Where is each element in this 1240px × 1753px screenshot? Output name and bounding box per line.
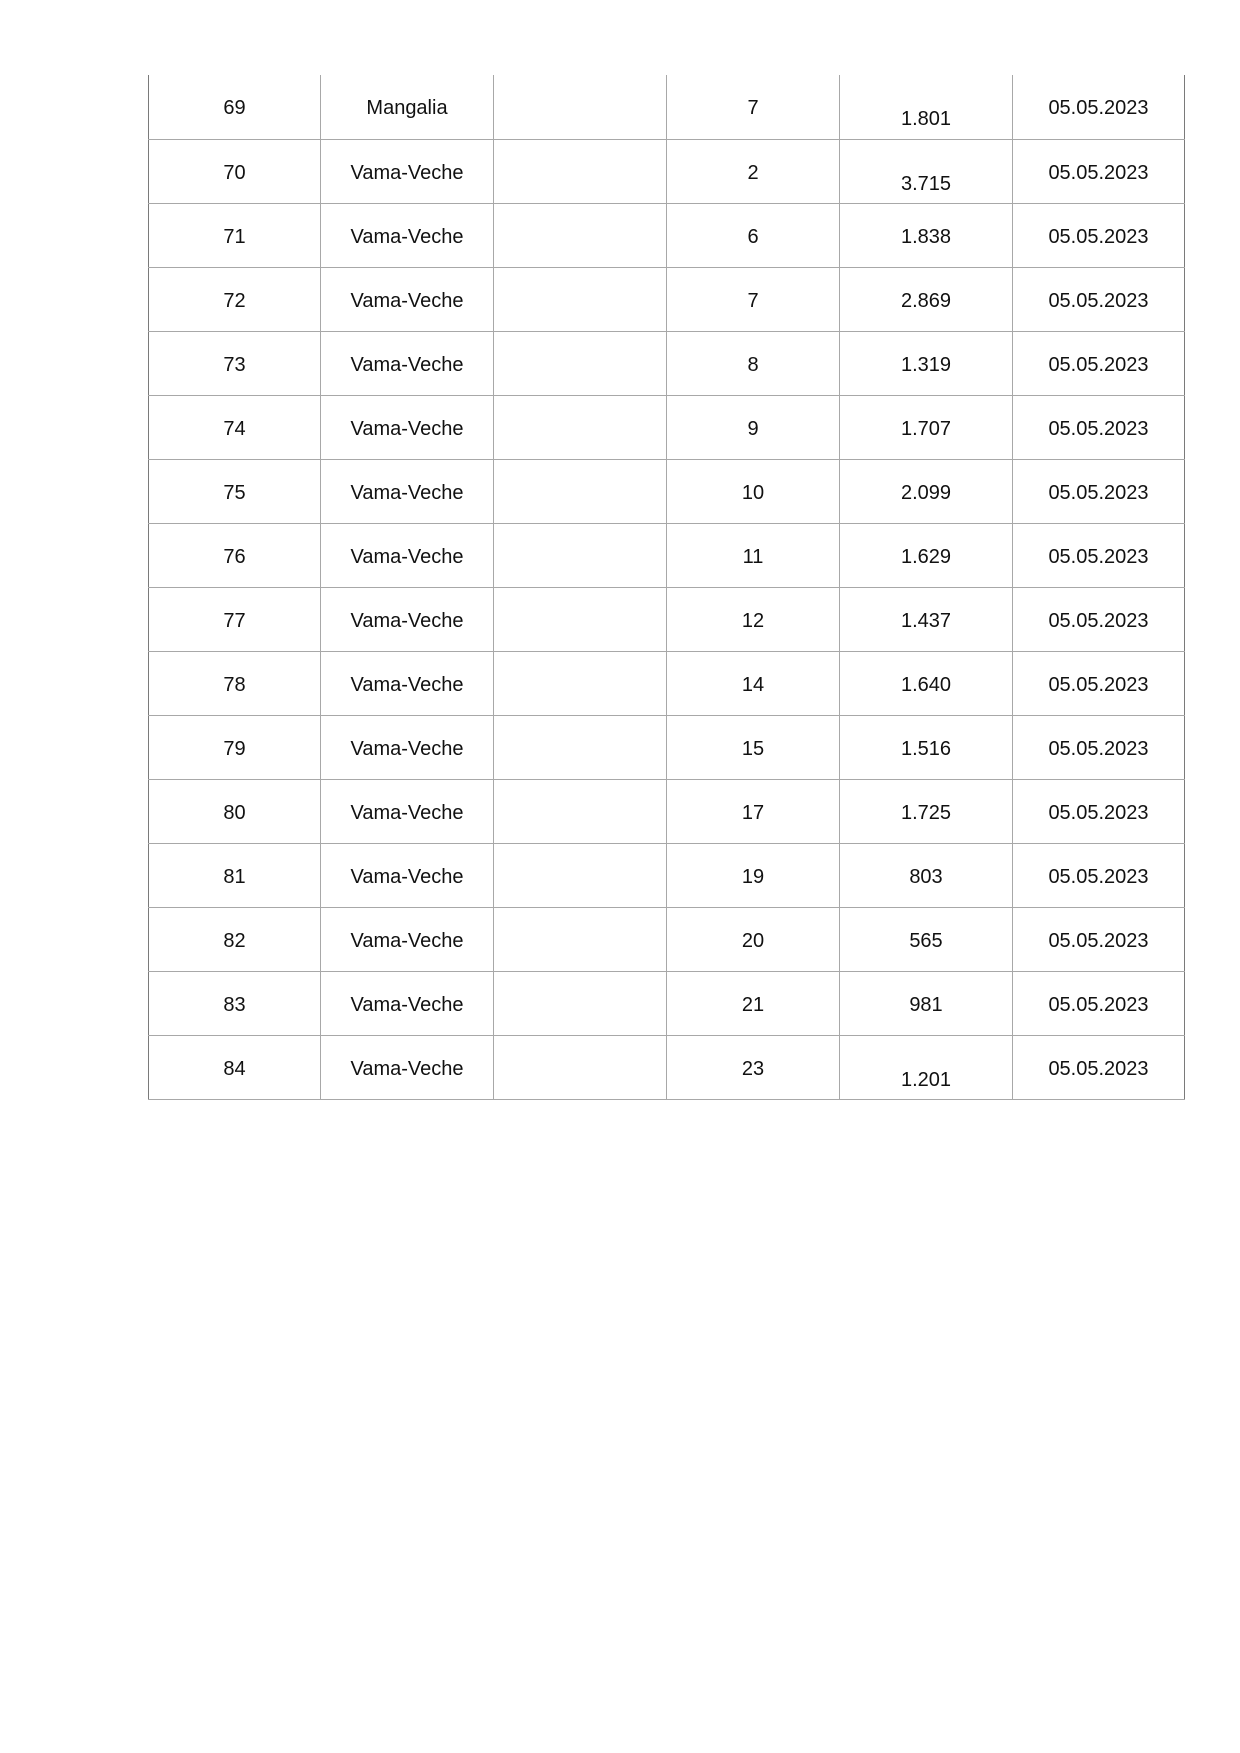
- cell-data: 05.05.2023: [1013, 907, 1185, 971]
- cell-data: 05.05.2023: [1013, 267, 1185, 331]
- cell-nr: 80: [149, 779, 321, 843]
- cell-localitate: Vama-Veche: [321, 395, 494, 459]
- cell-data: 05.05.2023: [1013, 843, 1185, 907]
- cell-blank: [494, 331, 667, 395]
- cell-data: 05.05.2023: [1013, 651, 1185, 715]
- cell-numar: 21: [667, 971, 840, 1035]
- cell-numar: 14: [667, 651, 840, 715]
- table-row: [149, 395, 1185, 459]
- cell-data: 05.05.2023: [1013, 1035, 1185, 1099]
- cell-numar: 19: [667, 843, 840, 907]
- cell-nr: 81: [149, 843, 321, 907]
- table-row: [149, 203, 1185, 267]
- cell-localitate: Vama-Veche: [321, 203, 494, 267]
- cell-data: 05.05.2023: [1013, 331, 1185, 395]
- cell-valoare: 1.801: [840, 75, 1013, 139]
- cell-nr: 77: [149, 587, 321, 651]
- table-row: [149, 587, 1185, 651]
- cell-blank: [494, 395, 667, 459]
- cell-valoare: 1.707: [840, 395, 1013, 459]
- cell-numar: 23: [667, 1035, 840, 1099]
- cell-valoare: 1.201: [840, 1035, 1013, 1099]
- cell-localitate: Mangalia: [321, 75, 494, 139]
- table-row: [149, 907, 1185, 971]
- cell-blank: [494, 203, 667, 267]
- cell-localitate: Vama-Veche: [321, 715, 494, 779]
- table-row: [149, 1035, 1185, 1099]
- cell-nr: 72: [149, 267, 321, 331]
- cell-nr: 69: [149, 75, 321, 139]
- cell-blank: [494, 523, 667, 587]
- cell-nr: 74: [149, 395, 321, 459]
- table-row: [149, 843, 1185, 907]
- table-row: [149, 75, 1185, 139]
- cell-localitate: Vama-Veche: [321, 331, 494, 395]
- cell-numar: 17: [667, 779, 840, 843]
- cell-nr: 78: [149, 651, 321, 715]
- table-row: [149, 331, 1185, 395]
- cell-localitate: Vama-Veche: [321, 1035, 494, 1099]
- cell-blank: [494, 907, 667, 971]
- cell-blank: [494, 651, 667, 715]
- cell-valoare: 1.437: [840, 587, 1013, 651]
- table-row: [149, 971, 1185, 1035]
- cell-valoare: 803: [840, 843, 1013, 907]
- cell-nr: 73: [149, 331, 321, 395]
- cell-blank: [494, 587, 667, 651]
- cell-blank: [494, 459, 667, 523]
- cell-numar: 12: [667, 587, 840, 651]
- cell-valoare: 1.725: [840, 779, 1013, 843]
- cell-numar: 7: [667, 75, 840, 139]
- cell-blank: [494, 139, 667, 203]
- table-row: [149, 651, 1185, 715]
- data-table: [148, 75, 1185, 1100]
- cell-localitate: Vama-Veche: [321, 523, 494, 587]
- cell-blank: [494, 843, 667, 907]
- cell-blank: [494, 75, 667, 139]
- cell-nr: 76: [149, 523, 321, 587]
- cell-numar: 20: [667, 907, 840, 971]
- cell-valoare: 2.099: [840, 459, 1013, 523]
- cell-valoare: 3.715: [840, 139, 1013, 203]
- cell-numar: 11: [667, 523, 840, 587]
- cell-valoare: 981: [840, 971, 1013, 1035]
- cell-numar: 6: [667, 203, 840, 267]
- cell-localitate: Vama-Veche: [321, 843, 494, 907]
- table-row: [149, 779, 1185, 843]
- cell-valoare: 2.869: [840, 267, 1013, 331]
- cell-blank: [494, 1035, 667, 1099]
- cell-nr: 84: [149, 1035, 321, 1099]
- cell-data: 05.05.2023: [1013, 395, 1185, 459]
- cell-nr: 75: [149, 459, 321, 523]
- table-body: [149, 75, 1185, 1099]
- cell-blank: [494, 267, 667, 331]
- cell-localitate: Vama-Veche: [321, 907, 494, 971]
- cell-data: 05.05.2023: [1013, 779, 1185, 843]
- cell-valoare: 1.516: [840, 715, 1013, 779]
- cell-localitate: Vama-Veche: [321, 587, 494, 651]
- cell-nr: 71: [149, 203, 321, 267]
- cell-blank: [494, 715, 667, 779]
- cell-blank: [494, 779, 667, 843]
- table-row: [149, 459, 1185, 523]
- cell-nr: 82: [149, 907, 321, 971]
- cell-data: 05.05.2023: [1013, 203, 1185, 267]
- cell-numar: 15: [667, 715, 840, 779]
- cell-data: 05.05.2023: [1013, 971, 1185, 1035]
- cell-data: 05.05.2023: [1013, 715, 1185, 779]
- cell-nr: 70: [149, 139, 321, 203]
- cell-valoare: 1.319: [840, 331, 1013, 395]
- cell-numar: 7: [667, 267, 840, 331]
- cell-data: 05.05.2023: [1013, 587, 1185, 651]
- cell-localitate: Vama-Veche: [321, 459, 494, 523]
- cell-nr: 83: [149, 971, 321, 1035]
- table-row: [149, 267, 1185, 331]
- cell-numar: 8: [667, 331, 840, 395]
- table-row: [149, 523, 1185, 587]
- cell-valoare: 1.838: [840, 203, 1013, 267]
- cell-localitate: Vama-Veche: [321, 267, 494, 331]
- cell-blank: [494, 971, 667, 1035]
- cell-data: 05.05.2023: [1013, 139, 1185, 203]
- cell-nr: 79: [149, 715, 321, 779]
- cell-numar: 10: [667, 459, 840, 523]
- cell-localitate: Vama-Veche: [321, 779, 494, 843]
- cell-localitate: Vama-Veche: [321, 971, 494, 1035]
- cell-data: 05.05.2023: [1013, 75, 1185, 139]
- cell-numar: 9: [667, 395, 840, 459]
- cell-numar: 2: [667, 139, 840, 203]
- cell-localitate: Vama-Veche: [321, 651, 494, 715]
- cell-valoare: 1.629: [840, 523, 1013, 587]
- cell-data: 05.05.2023: [1013, 459, 1185, 523]
- cell-valoare: 1.640: [840, 651, 1013, 715]
- cell-valoare: 565: [840, 907, 1013, 971]
- cell-data: 05.05.2023: [1013, 523, 1185, 587]
- table-row: [149, 715, 1185, 779]
- cell-localitate: Vama-Veche: [321, 139, 494, 203]
- table-row: [149, 139, 1185, 203]
